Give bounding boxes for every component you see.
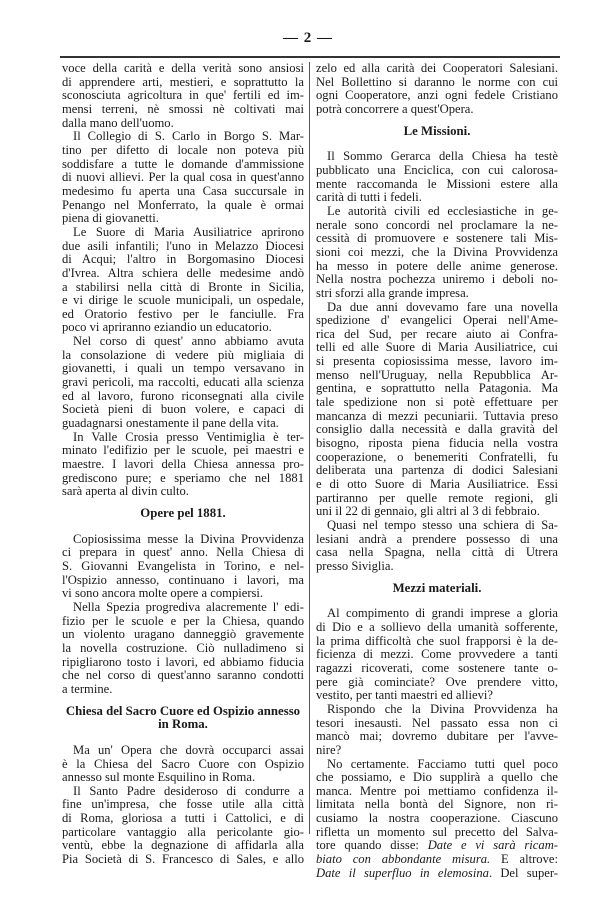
text-line: sioni coi mezzi, che la Divina Provvidenza [316, 244, 558, 259]
text-line: Al compimento di grandi imprese a gloria [327, 606, 558, 621]
text-line: a stabilirsi nella città di Bronte in Sicilia, [62, 279, 304, 294]
text-line: ventù, ebbe la degnazione di affidarla alla [62, 838, 304, 853]
text-line: un violento uragano danneggiò gravemente [62, 627, 304, 642]
text-line: limitata nella bontà del Signore, non ri- [316, 797, 558, 812]
heading-line: Mezzi materiali. [392, 580, 482, 595]
section-heading [62, 705, 304, 732]
text-line: tesori inesausti. Nel passato essa non ci [316, 715, 558, 730]
paragraph [316, 301, 558, 520]
text-line: voce della carità e della verità sono ansiosi [62, 61, 304, 75]
paragraph [62, 533, 304, 601]
text-line: Il Collegio di S. Carlo in Borgo S. Mar- [73, 129, 304, 144]
left-column [62, 62, 304, 867]
text-line: ha messo in potere delle anime generose. [316, 258, 558, 273]
text-line: Nella nostra pochezza uniremo i deboli no- [316, 272, 558, 287]
text-line: minato l'edifizio per le scuole, pei maestri e [62, 443, 304, 458]
paragraph [316, 607, 558, 703]
text-line: fine un'impresa, che fosse utile alla città [62, 797, 304, 812]
section-heading [316, 582, 558, 596]
text-line: Le Suore di Maria Ausiliatrice aprirono [73, 224, 304, 239]
text-line: stri sforzi alla grande impresa. [316, 285, 469, 300]
text-line: tino per difetto di locale non poteva più [62, 142, 304, 157]
text-line: uni il 22 di gennaio, gli altri al 3 di febbraio. [316, 504, 540, 519]
paragraph [62, 785, 304, 867]
text-line: partiranno per quelle remote regioni, gli [316, 490, 558, 505]
section-heading [316, 125, 558, 139]
text-line: casa nella Spagna, nella città di Utrera [316, 545, 558, 560]
paragraph [316, 758, 558, 881]
text-line: di Roma, gloriosa a tutti i Cattolici, e di [62, 811, 304, 826]
text-line: Il Sommo Gerarca della Chiesa ha testè [327, 149, 558, 164]
paragraph [62, 226, 304, 335]
column-divider [309, 62, 310, 834]
text-line: sconosciuta agricoltura in que' fertili ed im- [62, 88, 304, 103]
paragraph [62, 62, 304, 130]
text-line: che possiamo, e Dio supplirà a quello che [316, 770, 558, 785]
paragraph [62, 130, 304, 226]
text-line: di Dio e a sollievo della umanità sofferente, [316, 619, 558, 634]
text-line: di nuovi allievi. Per la qual cosa in quest'anno [62, 170, 304, 185]
text-line: cooperazione, o benemeriti Confratelli, fu [316, 449, 558, 464]
text-segment: E altrove: [490, 852, 558, 867]
text-line: menso nell'Uruguay, nella Repubblica Ar- [316, 367, 558, 382]
text-line: grediscono pure; e speriamo che nel 1881 [62, 470, 304, 485]
section-heading [62, 507, 304, 521]
text-line: la consolazione di vedere più migliaia di [62, 347, 304, 362]
text-line: nire? [316, 742, 342, 757]
text-line: ci prepara in quest' anno. Nella Chiesa di [62, 545, 304, 560]
header-rule [60, 56, 560, 58]
text-line: ragazzi ricoverati, come sostenere tante o- [316, 660, 558, 675]
text-line: è la Chiesa del Sacro Cuore con Ospizio [62, 756, 304, 771]
text-line: In Valle Crosia presso Ventimiglia è ter- [73, 429, 304, 444]
paragraph [316, 519, 558, 574]
text-line: lesiani andrà a prendere possesso di una [316, 531, 558, 546]
text-line: mensi terreni, nè smossi nè coltivati mai [62, 101, 304, 116]
text-segment: tore quando disse: [316, 838, 428, 853]
text-line: ed al lavoro, furono riconsegnati alla civile [62, 388, 304, 403]
text-line: maestre. I lavori della Chiesa annessa pro- [62, 457, 304, 472]
text-line: ed Oratorio festivo per le fanciulle. Fra [62, 306, 304, 321]
text-line: Il Santo Padre desideroso di condurre a [73, 783, 304, 798]
text-line: di apprendere arti, mestieri, e soprattutto la [62, 74, 304, 89]
text-line: ficienza di mezzi. Come provvedere a tanti [316, 647, 558, 662]
text-line: la prima difficoltà che suol frapporsi è la de- [316, 633, 558, 648]
text-line: mancanza di mezzi pecuniarii. Tuttavia preso [316, 408, 558, 423]
text-line: Penango nel Monferrato, la quale è ormai [62, 197, 304, 212]
right-column [316, 62, 558, 880]
text-line: Ma un' Opera che dovrà occuparci assai [73, 742, 304, 757]
text-line: l'Ospizio annesso, continuano i lavori, ma [62, 572, 304, 587]
page-number: — 2 — [283, 30, 333, 46]
text-line: fizio per le scuole e per la Chiesa, quando [62, 613, 304, 628]
text-line: ogni Cooperatore, anzi ogni fedele Cristiano [316, 88, 558, 103]
text-line: a termine. [62, 681, 113, 696]
text-line: gentina, e soprattutto nella Patagonia. Ma [316, 381, 558, 396]
text-line: poco vi apriranno eziandio un educatorio. [62, 320, 272, 335]
text-line: Società pieni di buon volere, e capaci di [62, 402, 304, 417]
text-line [316, 853, 558, 867]
text-line: cessità di promuovere e sostenere tali Mis- [316, 231, 558, 246]
text-line: e di otto Suore di Maria Ausiliatrice. Essi [316, 477, 558, 492]
paragraph [62, 335, 304, 431]
text-line: guadagnarsi onestamente il pane della vita. [62, 416, 279, 431]
text-line: cusiamo la nostra cooperazione. Ciascuno [316, 811, 558, 826]
text-line: Da due anni dovevamo fare una novella [327, 299, 558, 314]
text-line: tale spedizione non si potè effettuare per [316, 395, 558, 410]
text-line: vestito, per tanti maestri ed allievi? [316, 688, 493, 703]
text-line: si presenta copiosissima messe, lavoro im- [316, 354, 558, 369]
text-line: annesso sul monte Esquilino in Roma. [62, 770, 256, 785]
text-line: manca. Mentre poi mettiamo confidenza il- [316, 783, 558, 798]
paragraph [316, 150, 558, 205]
text-line: Pia Società di S. Francesco di Sales, e allo [62, 852, 304, 867]
text-line: presso Siviglia. [316, 558, 394, 573]
text-line: bisogno, riposta piena fiducia nella vostra [316, 436, 558, 451]
text-line: pubblicato una Enciclica, con cui calorosa- [316, 162, 558, 177]
text-line: dalla mano dell'uomo. [62, 115, 174, 130]
heading-line: in Roma. [158, 717, 208, 732]
text-line: Nella Spezia progrediva alacremente l' edi- [73, 599, 304, 614]
text-line: d'Ivrea. Altra schiera delle medesime andò [62, 265, 304, 280]
text-line: Rispondo che la Divina Provvidenza ha [327, 701, 558, 716]
text-line: rifletta un momento sul precetto del Salva- [316, 824, 558, 839]
italic-text: biato con abbondante misura. [316, 852, 491, 867]
text-line: Le autorità civili ed ecclesiastiche in ge- [327, 203, 558, 218]
text-line: vi sono ancora molte opere a compiersi. [62, 586, 264, 601]
text-line: telli ed alle Suore di Maria Ausiliatrice, cui [316, 340, 558, 355]
text-line: gravi pericoli, ma raccolti, educati alla scienza [62, 375, 304, 390]
paragraph [62, 601, 304, 697]
text-line: consiglio dalla necessità e dalla gravità del [316, 422, 558, 437]
text-line: Nel corso di quest' anno abbiamo avuta [73, 334, 304, 349]
text-line: ripigliarono tosto i lavori, ed abbiamo fiducia [62, 654, 304, 669]
text-line: medesimo fu aperta una Casa succursale in [62, 183, 304, 198]
paragraph [62, 431, 304, 499]
paragraph [62, 744, 304, 785]
text-line: particolare vantaggio alla pericolante gio- [62, 824, 304, 839]
heading-line: Le Missioni. [403, 123, 471, 138]
italic-text: Date e vi sarà ricam- [427, 838, 558, 853]
text-line: e vi dirige le scuole municipali, un ospedale, [62, 293, 304, 308]
heading-line: Opere pel 1881. [140, 506, 226, 520]
paragraph [316, 62, 558, 117]
text-line: mente raccomanda le Missioni estere alla [316, 176, 558, 191]
text-line: S. Giovanni Evangelista in Torino, e nel- [62, 558, 304, 573]
text-segment: . Del super- [488, 865, 558, 880]
text-line: carità di tutti i fedeli. [316, 190, 422, 205]
heading-line: Chiesa del Sacro Cuore ed Ospizio annesso [65, 703, 301, 718]
text-line: che nel corso di quest'anno saranno condotti [62, 668, 304, 683]
text-line: sarà aperta al divin culto. [62, 484, 189, 499]
text-line: piena di giovanetti. [62, 211, 159, 226]
text-line: rica del Sud, per recare aiuto ai Confra- [316, 326, 558, 341]
text-line: potrà concorrere a quest'Opera. [316, 101, 474, 116]
text-line: nerale sono concordi nel proclamare la ne- [316, 217, 558, 232]
paragraph [316, 205, 558, 301]
text-line: Copiosissima messe la Divina Provvidenza [73, 531, 304, 546]
text-line: spedizione d' evangelici Operai nell'Ame- [316, 313, 558, 328]
text-line: pere già cominciate? Ove prendere vitto, [316, 674, 558, 689]
text-line: deliberata una partenza di dodici Salesiani [316, 463, 558, 478]
text-line: zelo ed alla carità dei Cooperatori Salesiani. [316, 61, 558, 75]
italic-text: Date il superfluo in elemosina [316, 865, 489, 880]
text-line [316, 839, 558, 853]
text-line: Quasi nel tempo stesso una schiera di Sa- [327, 518, 558, 532]
text-line: due asili infantili; l'uno in Melazzo Diocesi [62, 238, 304, 253]
paragraph [316, 703, 558, 758]
text-line: Nel Bollettino si daranno le norme con cui [316, 74, 558, 89]
text-line: mancò mai; dovremo dubitare per l'avve- [316, 729, 558, 744]
text-line: No certamente. Facciamo tutti quel poco [327, 756, 558, 771]
text-line [316, 867, 558, 881]
text-line: soddisfare a tutte le domande d'ammissione [62, 156, 304, 171]
text-line: di Acqui; l'altro in Borgomasino Diocesi [62, 252, 304, 267]
text-line: giovanetti, i quali un tempo versavano in [62, 361, 304, 376]
text-line: la novella costruzione. Ciò nulladimeno si [62, 640, 304, 655]
